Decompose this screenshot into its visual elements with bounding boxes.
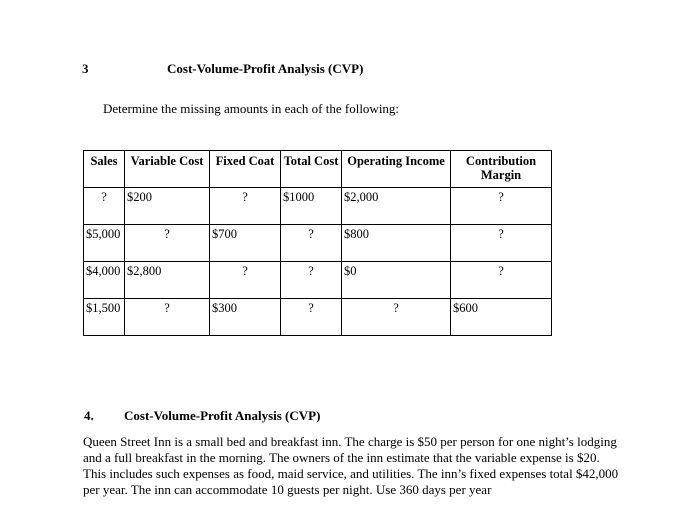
header-fixed-cost: Fixed Coat xyxy=(210,151,281,188)
cell-sales: ? xyxy=(84,188,125,225)
cell-fixed-cost: ? xyxy=(210,188,281,225)
cell-variable-cost: ? xyxy=(125,299,210,336)
cvp-table xyxy=(83,150,552,336)
cell-variable-cost: $2,800 xyxy=(125,262,210,299)
header-total-cost: Total Cost xyxy=(281,151,342,188)
question-4-title: Cost-Volume-Profit Analysis (CVP) xyxy=(124,408,321,423)
cell-contribution-margin: ? xyxy=(451,262,552,299)
question-3-number: 3 xyxy=(82,61,89,76)
question-3-title: Cost-Volume-Profit Analysis (CVP) xyxy=(167,61,364,76)
table-row xyxy=(84,262,552,299)
cell-variable-cost: $200 xyxy=(125,188,210,225)
cell-total-cost: $1000 xyxy=(281,188,342,225)
cell-contribution-margin: $600 xyxy=(451,299,552,336)
cell-sales: $1,500 xyxy=(84,299,125,336)
cell-operating-income: $800 xyxy=(342,225,451,262)
cell-total-cost: ? xyxy=(281,225,342,262)
table-row xyxy=(84,188,552,225)
cell-operating-income: $0 xyxy=(342,262,451,299)
header-sales: Sales xyxy=(84,151,125,188)
cell-sales: $5,000 xyxy=(84,225,125,262)
cell-sales: $4,000 xyxy=(84,262,125,299)
cell-variable-cost: ? xyxy=(125,225,210,262)
question-4-number: 4. xyxy=(84,408,94,423)
cell-operating-income: ? xyxy=(342,299,451,336)
cell-contribution-margin: ? xyxy=(451,225,552,262)
cell-fixed-cost: ? xyxy=(210,262,281,299)
cell-contribution-margin: ? xyxy=(451,188,552,225)
cell-total-cost: ? xyxy=(281,262,342,299)
cell-fixed-cost: $300 xyxy=(210,299,281,336)
header-operating-income: Operating Income xyxy=(342,151,451,188)
cell-fixed-cost: $700 xyxy=(210,225,281,262)
header-variable-cost: Variable Cost xyxy=(125,151,210,188)
header-contribution-margin: Contribution Margin xyxy=(451,151,552,188)
table-row xyxy=(84,225,552,262)
table-row xyxy=(84,299,552,336)
cell-total-cost: ? xyxy=(281,299,342,336)
question-4-paragraph: Queen Street Inn is a small bed and breakfast inn. The charge is $50 per person for one night’s lodging and a full breakfast in the morning. The owners of the inn estimate that the variable expense is $20. This includes such expenses as food, maid service, and utilities. The inn’s fixed expenses total $42,000 per year. The inn can accommodate 10 guests per night. Use 360 days per year xyxy=(83,434,619,497)
question-3-instruction: Determine the missing amounts in each of the following: xyxy=(103,101,400,116)
table-header-row xyxy=(84,151,552,188)
cell-operating-income: $2,000 xyxy=(342,188,451,225)
